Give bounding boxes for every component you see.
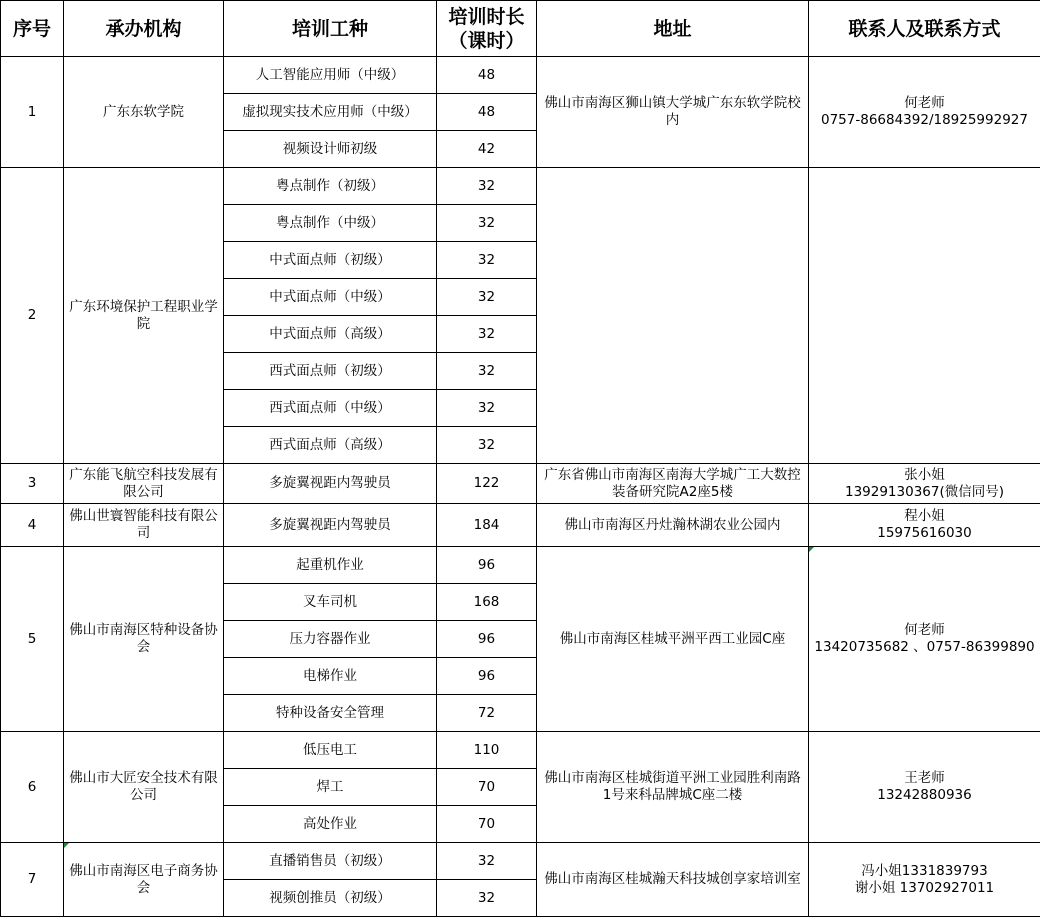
contact-line2: 15975616030 xyxy=(877,525,972,541)
table-row xyxy=(1,504,1040,547)
header-org: 承办机构 xyxy=(64,1,224,57)
course-name-cell: 电梯作业 xyxy=(224,658,437,695)
contact-cell xyxy=(809,504,1040,547)
org-cell: 广东能飞航空科技发展有限公司 xyxy=(64,464,224,504)
course-hours-cell: 32 xyxy=(437,390,537,427)
contact-line2: 13929130367(微信同号) xyxy=(844,483,1004,500)
address-cell: 佛山市南海区桂城平洲平西工业园C座 xyxy=(537,547,809,732)
seq-cell: 6 xyxy=(1,732,64,843)
course-hours-cell: 32 xyxy=(437,316,537,353)
seq-cell: 1 xyxy=(1,57,64,168)
course-hours-cell: 96 xyxy=(437,547,537,584)
header-seq: 序号 xyxy=(1,1,64,57)
course-hours-cell: 42 xyxy=(437,131,537,168)
table-row xyxy=(1,168,1040,205)
org-cell: 佛山市大匠安全技术有限公司 xyxy=(64,732,224,843)
course-name-cell: 多旋翼视距内驾驶员 xyxy=(224,464,437,504)
address-cell: 佛山市南海区狮山镇大学城广东东软学院校内 xyxy=(537,57,809,168)
org-cell: 佛山市南海区电子商务协会 xyxy=(64,843,224,917)
seq-cell: 7 xyxy=(1,843,64,917)
org-cell: 广东环境保护工程职业学院 xyxy=(64,168,224,464)
contact-cell xyxy=(809,843,1040,917)
course-hours-cell: 48 xyxy=(437,57,537,94)
table-row xyxy=(1,843,1040,880)
course-hours-cell: 72 xyxy=(437,695,537,732)
course-hours-cell: 184 xyxy=(437,504,537,547)
course-name-cell: 中式面点师（初级） xyxy=(224,242,437,279)
seq-cell: 2 xyxy=(1,168,64,464)
course-name-cell: 多旋翼视距内驾驶员 xyxy=(224,504,437,547)
table-row xyxy=(1,464,1040,504)
course-hours-cell: 32 xyxy=(437,880,537,917)
course-name-cell: 低压电工 xyxy=(224,732,437,769)
course-hours-cell: 168 xyxy=(437,584,537,621)
course-hours-cell: 32 xyxy=(437,353,537,390)
address-cell: 佛山市南海区桂城瀚天科技城创享家培训室 xyxy=(537,843,809,917)
course-name-cell: 视频创推员（初级） xyxy=(224,880,437,917)
contact-line1: 冯小姐1331839793 xyxy=(861,862,988,879)
course-name-cell: 西式面点师（初级） xyxy=(224,353,437,390)
course-hours-cell: 32 xyxy=(437,843,537,880)
header-hours-line2: （课时） xyxy=(448,29,525,52)
course-name-cell: 焊工 xyxy=(224,769,437,806)
contact-cell xyxy=(809,57,1040,168)
course-hours-cell: 32 xyxy=(437,279,537,316)
org-cell: 广东东软学院 xyxy=(64,57,224,168)
course-name-cell: 压力容器作业 xyxy=(224,621,437,658)
contact-line1: 程小姐 xyxy=(904,508,945,524)
course-name-cell: 高处作业 xyxy=(224,806,437,843)
org-cell: 佛山市南海区特种设备协会 xyxy=(64,547,224,732)
address-cell: 佛山市南海区丹灶瀚林湖农业公园内 xyxy=(537,504,809,547)
contact-line1: 何老师 xyxy=(904,95,945,111)
course-name-cell: 叉车司机 xyxy=(224,584,437,621)
contact-line1: 何老师 xyxy=(904,622,945,638)
course-hours-cell: 32 xyxy=(437,168,537,205)
course-name-cell: 特种设备安全管理 xyxy=(224,695,437,732)
course-name-cell: 中式面点师（高级） xyxy=(224,316,437,353)
course-hours-cell: 48 xyxy=(437,94,537,131)
contact-line1: 张小姐 xyxy=(904,466,945,483)
header-type: 培训工种 xyxy=(224,1,437,57)
header-row xyxy=(1,1,1040,57)
course-name-cell: 粤点制作（中级） xyxy=(224,205,437,242)
contact-line2: 13420735682 、0757-86399890 xyxy=(814,639,1035,655)
seq-cell: 4 xyxy=(1,504,64,547)
course-hours-cell: 70 xyxy=(437,806,537,843)
course-hours-cell: 122 xyxy=(437,464,537,504)
table-row xyxy=(1,732,1040,769)
seq-cell: 3 xyxy=(1,464,64,504)
course-name-cell: 粤点制作（初级） xyxy=(224,168,437,205)
contact-line2: 谢小姐 13702927011 xyxy=(854,879,995,896)
course-name-cell: 起重机作业 xyxy=(224,547,437,584)
course-name-cell: 视频设计师初级 xyxy=(224,131,437,168)
table-row xyxy=(1,57,1040,94)
contact-line2: 13242880936 xyxy=(877,787,972,803)
contact-cell xyxy=(809,168,1040,464)
contact-cell xyxy=(809,547,1040,732)
course-hours-cell: 32 xyxy=(437,242,537,279)
seq-cell: 5 xyxy=(1,547,64,732)
contact-cell xyxy=(809,732,1040,843)
address-cell: 佛山市南海区桂城街道平洲工业园胜利南路1号来科品牌城C座二楼 xyxy=(537,732,809,843)
address-cell: 广东省佛山市南海区南海大学城广工大数控装备研究院A2座5楼 xyxy=(537,464,809,504)
contact-line1: 王老师 xyxy=(904,770,945,786)
course-hours-cell: 32 xyxy=(437,427,537,464)
contact-line2: 0757-86684392/18925992927 xyxy=(821,112,1028,128)
course-hours-cell: 96 xyxy=(437,621,537,658)
course-name-cell: 西式面点师（高级） xyxy=(224,427,437,464)
table-row xyxy=(1,547,1040,584)
contact-cell xyxy=(809,464,1040,504)
header-contact: 联系人及联系方式 xyxy=(809,1,1040,57)
course-name-cell: 直播销售员（初级） xyxy=(224,843,437,880)
course-hours-cell: 70 xyxy=(437,769,537,806)
address-cell xyxy=(537,168,809,464)
course-hours-cell: 110 xyxy=(437,732,537,769)
course-name-cell: 西式面点师（中级） xyxy=(224,390,437,427)
header-address: 地址 xyxy=(537,1,809,57)
course-name-cell: 中式面点师（中级） xyxy=(224,279,437,316)
course-hours-cell: 32 xyxy=(437,205,537,242)
course-name-cell: 虚拟现实技术应用师（中级） xyxy=(224,94,437,131)
course-name-cell: 人工智能应用师（中级） xyxy=(224,57,437,94)
header-hours xyxy=(437,1,537,57)
header-hours-line1: 培训时长 xyxy=(448,5,525,28)
org-cell: 佛山世寰智能科技有限公司 xyxy=(64,504,224,547)
course-hours-cell: 96 xyxy=(437,658,537,695)
